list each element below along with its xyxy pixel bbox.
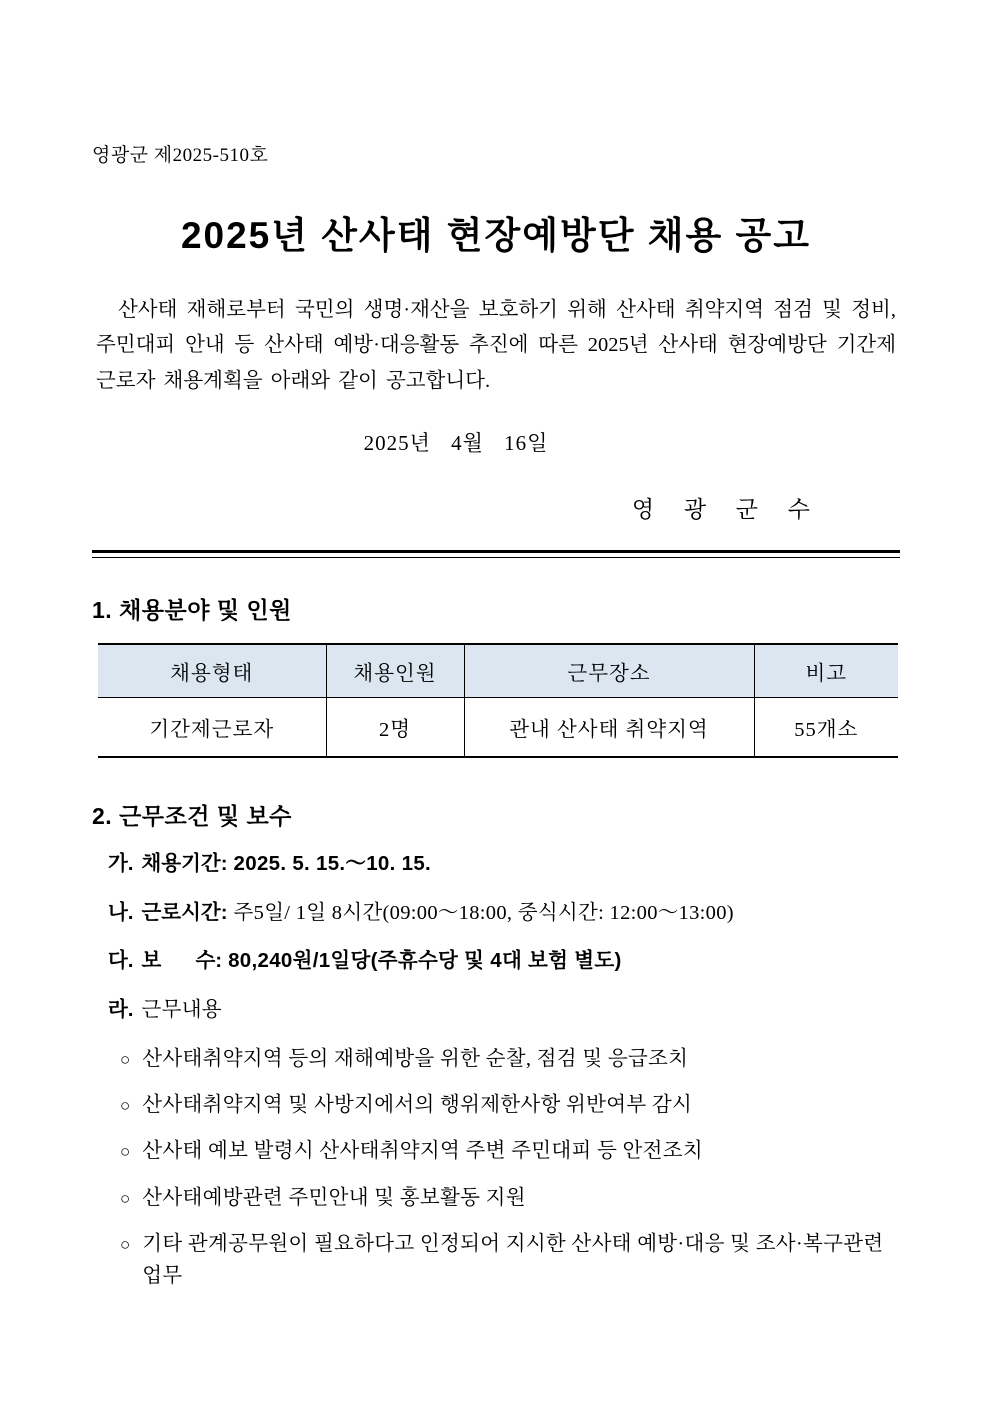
condition-item-hours [92,898,900,929]
circle-bullet-icon: ○ [120,1049,131,1069]
cell-location: 관내 산사태 취약지역 [464,697,754,757]
condition-key: 근로시간: [141,900,228,924]
cell-note: 55개소 [754,697,898,757]
condition-item-period [92,849,900,880]
circle-bullet-icon: ○ [120,1234,131,1254]
section-1-heading: 1. 채용분야 및 인원 [92,596,292,623]
condition-label: 나. [108,900,134,924]
condition-key: 근무내용 [141,999,222,1021]
condition-key: 보 수: [141,949,223,973]
condition-key: 채용기간: [141,851,228,875]
condition-label: 라. [108,998,134,1021]
list-item [92,1044,900,1076]
duty-text: 산사태예방관련 주민안내 및 홍보활동 지원 [142,1186,526,1209]
column-header-location: 근무장소 [464,644,754,698]
duties-list [92,1044,900,1293]
table-row [98,697,898,757]
list-item [92,1183,900,1215]
circle-bullet-icon: ○ [120,1142,131,1162]
condition-value: 80,240원/1일당(주휴수당 및 4대 보험 별도) [228,949,622,973]
duty-text: 산사태 예보 발령시 산사태취약지역 주변 주민대피 등 안전조치 [142,1140,703,1163]
column-header-note: 비고 [754,644,898,698]
list-item [92,1090,900,1122]
list-item [92,1229,900,1293]
conditions-list [92,849,900,1293]
duty-text: 기타 관계공무원이 필요하다고 인정되어 지시한 산사태 예방·대응 및 조사·복구관련 업무 [142,1232,884,1287]
condition-label: 가. [108,851,134,875]
intro-text: 산사태 재해로부터 국민의 생명·재산을 보호하기 위해 산사태 취약지역 점검 및 정비, 주민대피 안내 등 산사태 예방·대응활동 추진에 따른 2025년 산사태 현장예방단 기간제근로자 채용계획을 아래와 같이 공고합니다. [96,299,896,392]
list-item [92,1136,900,1168]
column-header-type: 채용형태 [98,644,326,698]
table-header-row [98,644,898,698]
page-title: 2025년 산사태 현장예방단 채용 공고 [180,215,812,256]
cell-type: 기간제근로자 [98,697,326,757]
section-2-heading: 2. 근무조건 및 보수 [92,802,292,829]
document-number: 영광군 제2025-510호 [92,145,269,166]
issuer-name: 영 광 군 수 [631,496,822,522]
duty-text: 산사태취약지역 등의 재해예방을 위한 순찰, 점검 및 응급조치 [142,1047,689,1070]
column-header-count: 채용인원 [326,644,464,698]
condition-value: 2025. 5. 15.～10. 15. [233,851,432,875]
condition-item-duties [92,995,900,1026]
condition-label: 다. [108,949,134,973]
circle-bullet-icon: ○ [120,1096,131,1116]
intro-paragraph [92,293,900,399]
condition-value: 주5일/ 1일 8시간(09:00～18:00, 중식시간: 12:00～13:00) [233,901,734,924]
horizontal-divider [92,550,900,558]
duty-text: 산사태취약지역 및 사방지에서의 행위제한사항 위반여부 감시 [142,1094,693,1117]
cell-count: 2명 [326,697,464,757]
condition-item-pay [92,946,900,977]
announcement-date: 2025년 4월 16일 [363,430,549,455]
circle-bullet-icon: ○ [120,1188,131,1208]
recruitment-table [98,643,898,758]
